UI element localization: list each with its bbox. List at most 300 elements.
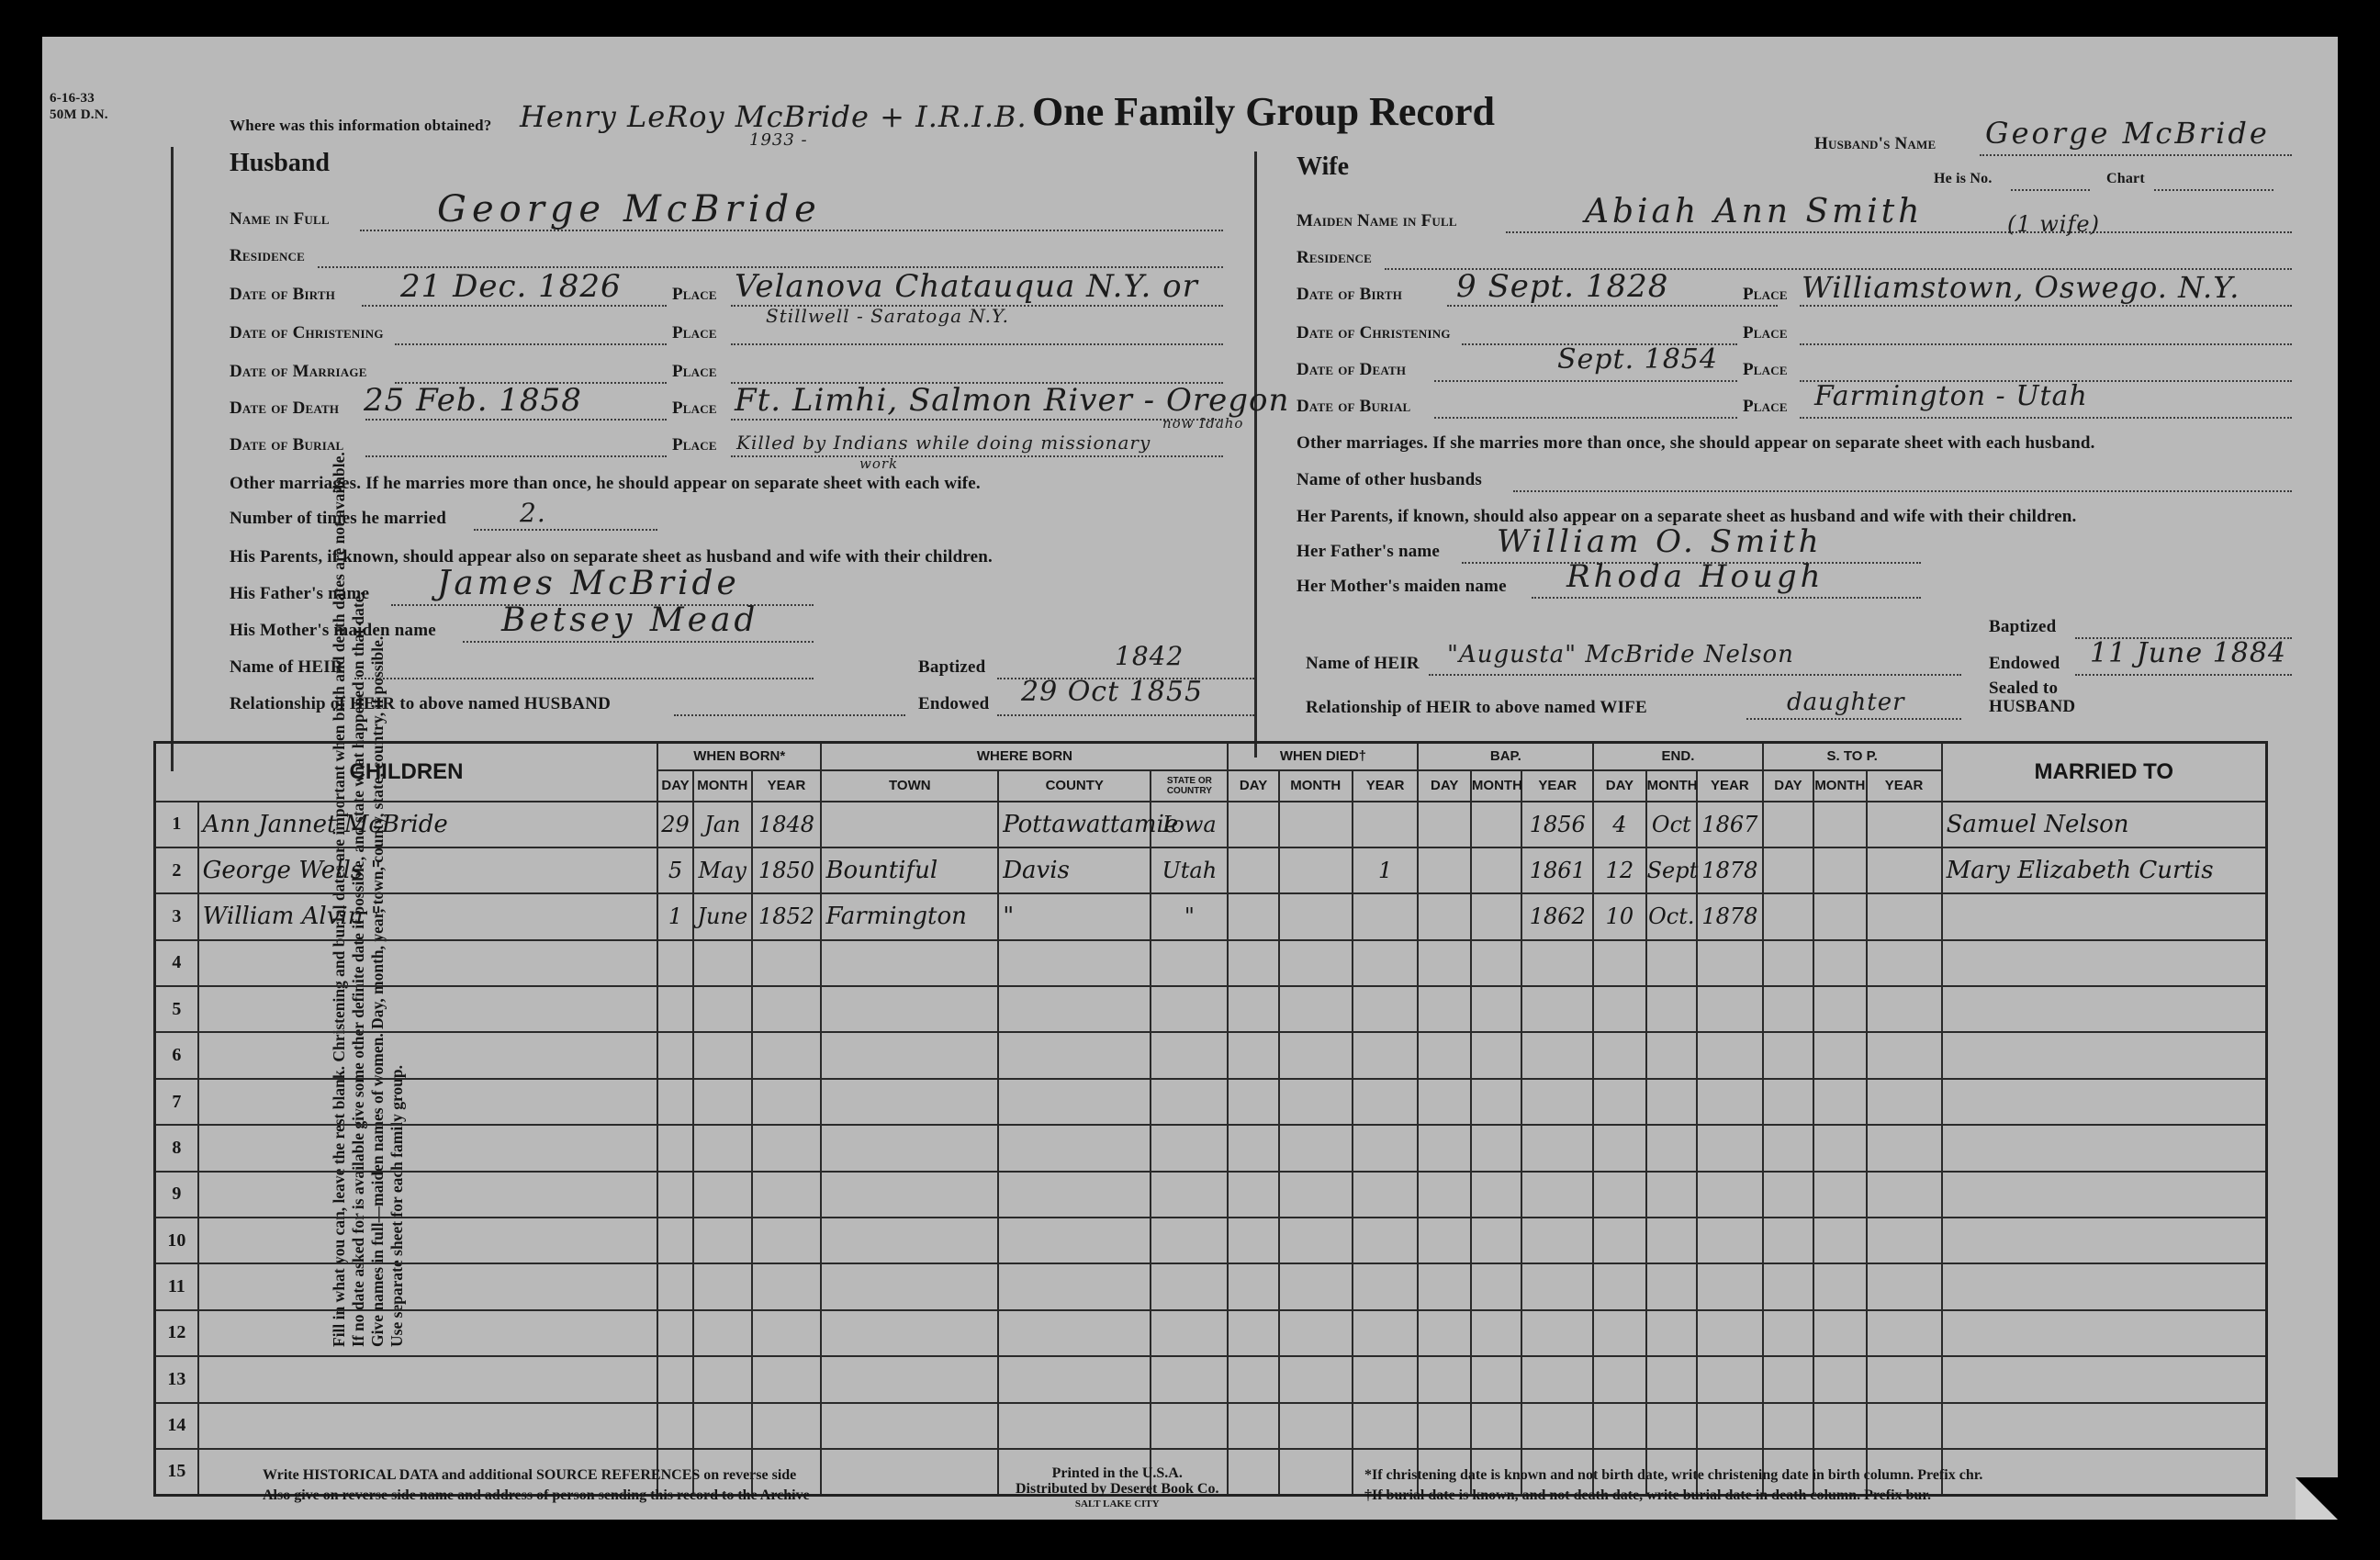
- row-number-cell: 5: [155, 986, 198, 1032]
- born-county-cell: [998, 1356, 1151, 1402]
- died-year-cell: 1: [1353, 847, 1419, 893]
- married-to-cell: [1942, 986, 2267, 1032]
- husband-heir-line: [354, 678, 814, 679]
- page-corner-curl: [2296, 1477, 2338, 1520]
- header-end-year: YEAR: [1697, 770, 1763, 802]
- born-month-cell: [693, 1218, 752, 1263]
- child-name-cell: [198, 1125, 657, 1171]
- form-title: One Family Group Record: [1032, 89, 1495, 134]
- born-month-cell: Jan: [693, 802, 752, 847]
- husband-baptized-label: Baptized: [918, 657, 986, 677]
- footer-center-line2: Distributed by Deseret Book Co.: [1016, 1481, 1219, 1497]
- end-year-cell: [1697, 940, 1763, 986]
- born-year-cell: [752, 1032, 822, 1078]
- end-month-cell: Sept: [1646, 847, 1697, 893]
- born-state-cell: [1151, 1218, 1228, 1263]
- stp-month-cell: [1813, 1172, 1866, 1218]
- born-town-cell: [821, 1218, 998, 1263]
- husband-heir-label: Name of HEIR: [230, 657, 343, 677]
- table-row: [155, 1172, 2267, 1218]
- wife-parents-text: Her Parents, if known, should also appear on a separate sheet as husband and wife with their children.: [1297, 507, 2077, 526]
- footer-center: [1016, 1465, 1218, 1512]
- header-end-day: DAY: [1593, 770, 1645, 802]
- died-month-cell: [1279, 1125, 1353, 1171]
- born-town-cell: Farmington: [821, 893, 998, 939]
- footer-left-line2: Also give on reverse side name and address of person sending this record to the Archive: [263, 1487, 810, 1503]
- stp-year-cell: [1867, 1125, 1942, 1171]
- born-year-cell: [752, 1403, 822, 1449]
- married-to-cell: Samuel Nelson: [1942, 802, 2267, 847]
- stp-month-cell: [1813, 1032, 1866, 1078]
- header-when-died: WHEN DIED†: [1228, 743, 1418, 770]
- born-year-cell: [752, 940, 822, 986]
- died-day-cell: [1228, 1449, 1278, 1496]
- stp-day-cell: [1763, 986, 1813, 1032]
- born-month-cell: [693, 1403, 752, 1449]
- died-year-cell: [1353, 802, 1419, 847]
- end-month-cell: [1646, 1172, 1697, 1218]
- married-to-cell: [1942, 940, 2267, 986]
- row-number-cell: 8: [155, 1125, 198, 1171]
- end-day-cell: [1593, 1356, 1645, 1402]
- wife-christening-place-line: [1800, 343, 2292, 345]
- born-town-cell: [821, 1032, 998, 1078]
- end-year-cell: [1697, 986, 1763, 1032]
- died-day-cell: [1228, 1172, 1278, 1218]
- born-year-cell: 1848: [752, 802, 822, 847]
- stp-day-cell: [1763, 940, 1813, 986]
- wife-birth-line: [1447, 305, 1778, 307]
- wife-husbands-name-line: [1980, 154, 2292, 156]
- child-name-cell: [198, 1310, 657, 1356]
- born-town-cell: [821, 1449, 998, 1496]
- married-to-cell: Mary Elizabeth Curtis: [1942, 847, 2267, 893]
- stp-month-cell: [1813, 1079, 1866, 1125]
- end-day-cell: [1593, 1403, 1645, 1449]
- wife-relationship-line: [1746, 718, 1961, 720]
- wife-burial-label: Date of Burial: [1297, 397, 1411, 416]
- bap-year-cell: [1521, 1172, 1593, 1218]
- stp-month-cell: [1813, 847, 1866, 893]
- stp-month-cell: [1813, 1263, 1866, 1309]
- wife-death-label: Date of Death: [1297, 360, 1407, 379]
- died-year-cell: [1353, 1079, 1419, 1125]
- married-to-cell: [1942, 1356, 2267, 1402]
- died-month-cell: [1279, 1449, 1353, 1496]
- bap-day-cell: [1418, 1125, 1470, 1171]
- husband-death-place: Ft. Limhi, Salmon River - Oregon: [735, 382, 1290, 419]
- born-year-cell: [752, 986, 822, 1032]
- row-number-cell: 11: [155, 1263, 198, 1309]
- header-where-born: WHERE BORN: [821, 743, 1228, 770]
- child-name-cell: George Wells ": [198, 847, 657, 893]
- husband-birth-line: [362, 305, 667, 307]
- born-county-cell: [998, 986, 1151, 1032]
- wife-burial-line: [1434, 417, 1737, 419]
- born-town-cell: [821, 802, 998, 847]
- wife-burial-place-label: Place: [1743, 397, 1788, 416]
- stp-year-cell: [1867, 1172, 1942, 1218]
- husband-endowed-line: [997, 714, 1254, 716]
- born-state-cell: [1151, 1356, 1228, 1402]
- born-state-cell: [1151, 1403, 1228, 1449]
- side-instruction-line: Give names in full—maiden names of women. Day, month, year, town, county, state, country, if possible.: [368, 635, 387, 1347]
- born-year-cell: [752, 1079, 822, 1125]
- wife-he-is-no-line: [2011, 189, 2090, 191]
- child-name-cell: [198, 1172, 657, 1218]
- died-year-cell: [1353, 1172, 1419, 1218]
- row-number-cell: 4: [155, 940, 198, 986]
- died-month-cell: [1279, 1172, 1353, 1218]
- born-month-cell: [693, 940, 752, 986]
- wife-sealed-label: [1989, 679, 2075, 716]
- child-name-cell: [198, 1218, 657, 1263]
- header-bap: BAP.: [1418, 743, 1593, 770]
- bap-month-cell: [1471, 1125, 1521, 1171]
- bap-day-cell: [1418, 986, 1470, 1032]
- husband-christening-line: [395, 343, 667, 345]
- end-year-cell: [1697, 1125, 1763, 1171]
- wife-death-line: [1434, 380, 1737, 382]
- end-year-cell: 1878: [1697, 893, 1763, 939]
- wife-relationship-label: Relationship of HEIR to above named WIFE: [1306, 698, 1647, 717]
- wife-he-is-no-label: He is No.: [1934, 171, 1993, 186]
- born-month-cell: [693, 986, 752, 1032]
- end-day-cell: [1593, 986, 1645, 1032]
- header-died-day: DAY: [1228, 770, 1278, 802]
- born-month-cell: [693, 1310, 752, 1356]
- end-month-cell: [1646, 1403, 1697, 1449]
- died-day-cell: [1228, 940, 1278, 986]
- header-married-to: MARRIED TO: [1942, 743, 2267, 802]
- end-month-cell: [1646, 1263, 1697, 1309]
- bap-month-cell: [1471, 1310, 1521, 1356]
- header-stp-month: MONTH: [1813, 770, 1866, 802]
- born-day-cell: [657, 1172, 693, 1218]
- died-day-cell: [1228, 1125, 1278, 1171]
- stp-year-cell: [1867, 893, 1942, 939]
- row-number-cell: 1: [155, 802, 198, 847]
- husband-mother-line: [463, 641, 814, 643]
- died-month-cell: [1279, 1218, 1353, 1263]
- born-county-cell: [998, 1310, 1151, 1356]
- born-day-cell: [657, 1032, 693, 1078]
- died-year-cell: [1353, 1125, 1419, 1171]
- married-to-cell: [1942, 893, 2267, 939]
- header-died-month: MONTH: [1279, 770, 1353, 802]
- end-month-cell: [1646, 1356, 1697, 1402]
- bap-month-cell: [1471, 986, 1521, 1032]
- stp-day-cell: [1763, 847, 1813, 893]
- died-month-cell: [1279, 1403, 1353, 1449]
- born-state-cell: [1151, 986, 1228, 1032]
- died-year-cell: [1353, 940, 1419, 986]
- died-day-cell: [1228, 1356, 1278, 1402]
- bap-day-cell: [1418, 1263, 1470, 1309]
- stp-year-cell: [1867, 1218, 1942, 1263]
- stp-year-cell: [1867, 986, 1942, 1032]
- born-day-cell: 5: [657, 847, 693, 893]
- married-to-cell: [1942, 1263, 2267, 1309]
- husband-birth-place-alt: Stillwell - Saratoga N.Y.: [766, 305, 1009, 327]
- row-number-cell: 2: [155, 847, 198, 893]
- footer-center-line1: Printed in the U.S.A.: [1051, 1465, 1183, 1481]
- row-number-cell: 10: [155, 1218, 198, 1263]
- married-to-cell: [1942, 1310, 2267, 1356]
- born-year-cell: [752, 1356, 822, 1402]
- born-county-cell: [998, 1218, 1151, 1263]
- died-month-cell: [1279, 940, 1353, 986]
- husband-death-date: 25 Feb. 1858: [364, 382, 582, 419]
- wife-relationship: daughter: [1787, 689, 1905, 716]
- bap-month-cell: [1471, 1218, 1521, 1263]
- footer-center-line3: SALT LAKE CITY: [1074, 1498, 1160, 1509]
- husband-birth-place-label: Place: [672, 285, 717, 304]
- wife-name-line: [1506, 231, 2292, 233]
- end-month-cell: [1646, 986, 1697, 1032]
- stp-year-cell: [1867, 1403, 1942, 1449]
- married-to-cell: [1942, 1172, 2267, 1218]
- bap-month-cell: [1471, 1079, 1521, 1125]
- born-town-cell: Bountiful: [821, 847, 998, 893]
- table-row: [155, 1356, 2267, 1402]
- wife-burial-place: Farmington - Utah: [1814, 380, 2088, 412]
- stp-day-cell: [1763, 1032, 1813, 1078]
- end-year-cell: 1867: [1697, 802, 1763, 847]
- bap-year-cell: 1862: [1521, 893, 1593, 939]
- born-town-cell: [821, 986, 998, 1032]
- bap-day-cell: [1418, 1310, 1470, 1356]
- wife-endowed-label: Endowed: [1989, 654, 2060, 673]
- born-town-cell: [821, 1263, 998, 1309]
- died-day-cell: [1228, 1218, 1278, 1263]
- wife-death-place-label: Place: [1743, 360, 1788, 379]
- wife-sealed-label-line1: Sealed to: [1989, 679, 2059, 698]
- end-day-cell: [1593, 1032, 1645, 1078]
- end-day-cell: [1593, 1172, 1645, 1218]
- died-month-cell: [1279, 1356, 1353, 1402]
- husband-times-married: 2.: [520, 498, 546, 528]
- bap-year-cell: [1521, 1218, 1593, 1263]
- born-day-cell: [657, 940, 693, 986]
- wife-other-husbands-label: Name of other husbands: [1297, 470, 1482, 489]
- child-name-cell: [198, 1263, 657, 1309]
- table-row: [155, 1079, 2267, 1125]
- bap-year-cell: [1521, 1356, 1593, 1402]
- row-number-cell: 9: [155, 1172, 198, 1218]
- born-state-cell: [1151, 1032, 1228, 1078]
- born-county-cell: [998, 1263, 1151, 1309]
- born-day-cell: [657, 1263, 693, 1309]
- footer-right-line2: †If burial date is known, and not death date, write burial date in death column. Prefix bur.: [1364, 1487, 1931, 1503]
- born-county-cell: [998, 1125, 1151, 1171]
- child-name-cell: [198, 1403, 657, 1449]
- husband-father: James McBride: [437, 565, 740, 602]
- stp-month-cell: [1813, 940, 1866, 986]
- husband-times-married-label: Number of times he married: [230, 509, 446, 528]
- stp-month-cell: [1813, 893, 1866, 939]
- born-county-cell: [998, 1172, 1151, 1218]
- husband-burial-line: [365, 455, 667, 457]
- side-instruction-line: Fill in what you can, leave the rest blank. Christening and burial dates are important when birth and death dates are not available.: [330, 452, 348, 1347]
- died-year-cell: [1353, 893, 1419, 939]
- table-row: [155, 940, 2267, 986]
- born-month-cell: [693, 1263, 752, 1309]
- born-county-cell: [998, 1032, 1151, 1078]
- end-day-cell: 4: [1593, 802, 1645, 847]
- born-day-cell: [657, 1218, 693, 1263]
- stp-month-cell: [1813, 1218, 1866, 1263]
- bap-year-cell: [1521, 1263, 1593, 1309]
- table-row: [155, 802, 2267, 847]
- stp-day-cell: [1763, 1310, 1813, 1356]
- end-month-cell: [1646, 1079, 1697, 1125]
- died-year-cell: [1353, 1032, 1419, 1078]
- header-bap-day: DAY: [1418, 770, 1470, 802]
- wife-endowed-line: [2075, 674, 2292, 676]
- born-year-cell: [752, 1310, 822, 1356]
- husband-birth-date: 21 Dec. 1826: [400, 268, 622, 305]
- header-s-to-p: S. TO P.: [1763, 743, 1942, 770]
- died-day-cell: [1228, 847, 1278, 893]
- header-died-year: YEAR: [1353, 770, 1419, 802]
- died-month-cell: [1279, 1310, 1353, 1356]
- bap-month-cell: [1471, 1172, 1521, 1218]
- wife-husbands-name-label: Husband's Name: [1814, 134, 1937, 153]
- husband-name: George McBride: [437, 188, 822, 230]
- end-month-cell: Oct.: [1646, 893, 1697, 939]
- died-day-cell: [1228, 893, 1278, 939]
- stp-month-cell: [1813, 802, 1866, 847]
- bap-month-cell: [1471, 940, 1521, 986]
- stp-day-cell: [1763, 1218, 1813, 1263]
- row-number-cell: 14: [155, 1403, 198, 1449]
- husband-other-marriages-text: Other marriages. If he marries more than once, he should appear on separate sheet with each wife.: [230, 474, 981, 493]
- born-day-cell: [657, 1125, 693, 1171]
- end-year-cell: [1697, 1079, 1763, 1125]
- husband-burial-label: Date of Burial: [230, 435, 344, 455]
- wife-baptized-label: Baptized: [1989, 617, 2057, 636]
- end-year-cell: [1697, 1218, 1763, 1263]
- born-month-cell: [693, 1172, 752, 1218]
- stp-year-cell: [1867, 1263, 1942, 1309]
- married-to-cell: [1942, 1079, 2267, 1125]
- born-state-cell: [1151, 940, 1228, 986]
- died-year-cell: [1353, 1356, 1419, 1402]
- header-bap-month: MONTH: [1471, 770, 1521, 802]
- born-day-cell: [657, 1403, 693, 1449]
- table-row: [155, 1218, 2267, 1263]
- stp-day-cell: [1763, 1172, 1813, 1218]
- born-town-cell: [821, 1356, 998, 1402]
- died-day-cell: [1228, 1310, 1278, 1356]
- died-month-cell: [1279, 1079, 1353, 1125]
- born-county-cell: ": [998, 893, 1151, 939]
- header-born-year: YEAR: [752, 770, 822, 802]
- end-day-cell: 12: [1593, 847, 1645, 893]
- husband-christening-place-line: [731, 343, 1223, 345]
- died-day-cell: [1228, 1403, 1278, 1449]
- wife-other-husbands-line: [1513, 490, 2292, 492]
- stp-year-cell: [1867, 1310, 1942, 1356]
- born-town-cell: [821, 940, 998, 986]
- wife-birth-place-label: Place: [1743, 285, 1788, 304]
- end-day-cell: [1593, 1125, 1645, 1171]
- died-day-cell: [1228, 1079, 1278, 1125]
- died-day-cell: [1228, 1032, 1278, 1078]
- child-name-cell: [198, 986, 657, 1032]
- row-number-cell: 12: [155, 1310, 198, 1356]
- header-born-month: MONTH: [693, 770, 752, 802]
- center-divider: [1254, 152, 1257, 758]
- header-end: END.: [1593, 743, 1763, 770]
- born-year-cell: 1850: [752, 847, 822, 893]
- wife-birth-date: 9 Sept. 1828: [1456, 268, 1669, 305]
- born-day-cell: 29: [657, 802, 693, 847]
- wife-endowed: 11 June 1884: [2090, 637, 2287, 669]
- died-year-cell: [1353, 986, 1419, 1032]
- married-to-cell: [1942, 1403, 2267, 1449]
- bap-day-cell: [1418, 847, 1470, 893]
- born-county-cell: Davis: [998, 847, 1151, 893]
- born-day-cell: [657, 1079, 693, 1125]
- born-town-cell: [821, 1125, 998, 1171]
- bap-year-cell: 1861: [1521, 847, 1593, 893]
- wife-husbands-name: George McBride: [1985, 116, 2270, 151]
- stp-year-cell: [1867, 1079, 1942, 1125]
- row-number-cell: 6: [155, 1032, 198, 1078]
- table-row: [155, 1403, 2267, 1449]
- bap-month-cell: [1471, 1403, 1521, 1449]
- bap-month-cell: [1471, 1032, 1521, 1078]
- end-year-cell: [1697, 1356, 1763, 1402]
- row-number-cell: 7: [155, 1079, 198, 1125]
- children-table: [153, 741, 2268, 1497]
- died-month-cell: [1279, 1032, 1353, 1078]
- husband-burial-note-over: now Idaho: [1162, 415, 1244, 432]
- wife-christening-label: Date of Christening: [1297, 323, 1451, 342]
- husband-relationship-label: Relationship of HEIR to above named HUSBAND: [230, 694, 612, 713]
- table-row: [155, 1032, 2267, 1078]
- bap-day-cell: [1418, 893, 1470, 939]
- died-day-cell: [1228, 802, 1278, 847]
- footer-left-line1: Write HISTORICAL DATA and additional SOURCE REFERENCES on reverse side: [263, 1467, 797, 1483]
- end-month-cell: [1646, 1032, 1697, 1078]
- born-day-cell: 1: [657, 893, 693, 939]
- wife-father-label: Her Father's name: [1297, 542, 1441, 561]
- stp-year-cell: [1867, 1032, 1942, 1078]
- wife-burial-place-line: [1800, 417, 2292, 419]
- bap-month-cell: [1471, 847, 1521, 893]
- husband-baptized: 1842: [1115, 641, 1184, 671]
- row-number-cell: 15: [155, 1449, 198, 1496]
- table-row: [155, 1263, 2267, 1309]
- stp-month-cell: [1813, 1310, 1866, 1356]
- source-label: Where was this information obtained?: [230, 117, 492, 134]
- born-county-cell: [998, 940, 1151, 986]
- child-name-cell: William Alvin ": [198, 893, 657, 939]
- wife-heir-line: [1429, 674, 1961, 676]
- wife-name: Abiah Ann Smith: [1585, 193, 1924, 230]
- header-stp-day: DAY: [1763, 770, 1813, 802]
- born-year-cell: 1852: [752, 893, 822, 939]
- died-year-cell: [1353, 1310, 1419, 1356]
- husband-endowed: 29 Oct 1855: [1021, 676, 1204, 708]
- header-county: COUNTY: [998, 770, 1151, 802]
- end-year-cell: [1697, 1172, 1763, 1218]
- wife-name-note: (1 wife): [2007, 211, 2100, 237]
- stp-year-cell: [1867, 802, 1942, 847]
